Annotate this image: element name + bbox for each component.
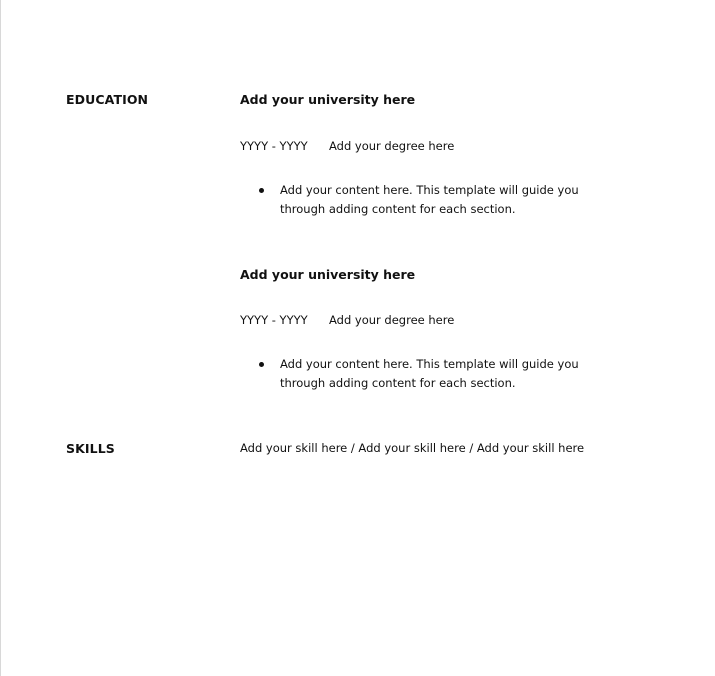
university-name[interactable]: Add your university here xyxy=(240,92,416,107)
bullet-dot-icon xyxy=(259,362,264,367)
list-item[interactable] xyxy=(280,181,620,219)
bullet-list xyxy=(280,181,620,219)
bullet-text: Add your content here. This template will guide you through adding content for each section. xyxy=(280,357,579,390)
education-heading: EDUCATION xyxy=(66,92,149,107)
skills-heading: SKILLS xyxy=(66,441,115,456)
degree-name[interactable]: Add your degree here xyxy=(329,313,455,327)
date-range[interactable]: YYYY - YYYY xyxy=(240,313,308,327)
bullet-dot-icon xyxy=(259,188,264,193)
bullet-text: Add your content here. This template will guide you through adding content for each section. xyxy=(280,183,579,216)
date-range[interactable]: YYYY - YYYY xyxy=(240,139,308,153)
date-degree-line xyxy=(240,313,454,327)
page-edge xyxy=(0,0,1,676)
degree-name[interactable]: Add your degree here xyxy=(329,139,455,153)
date-degree-line xyxy=(240,139,454,153)
bullet-list xyxy=(280,355,620,393)
list-item[interactable] xyxy=(280,355,620,393)
skills-list[interactable]: Add your skill here / Add your skill here / Add your skill here xyxy=(240,441,585,455)
university-name[interactable]: Add your university here xyxy=(240,267,416,282)
